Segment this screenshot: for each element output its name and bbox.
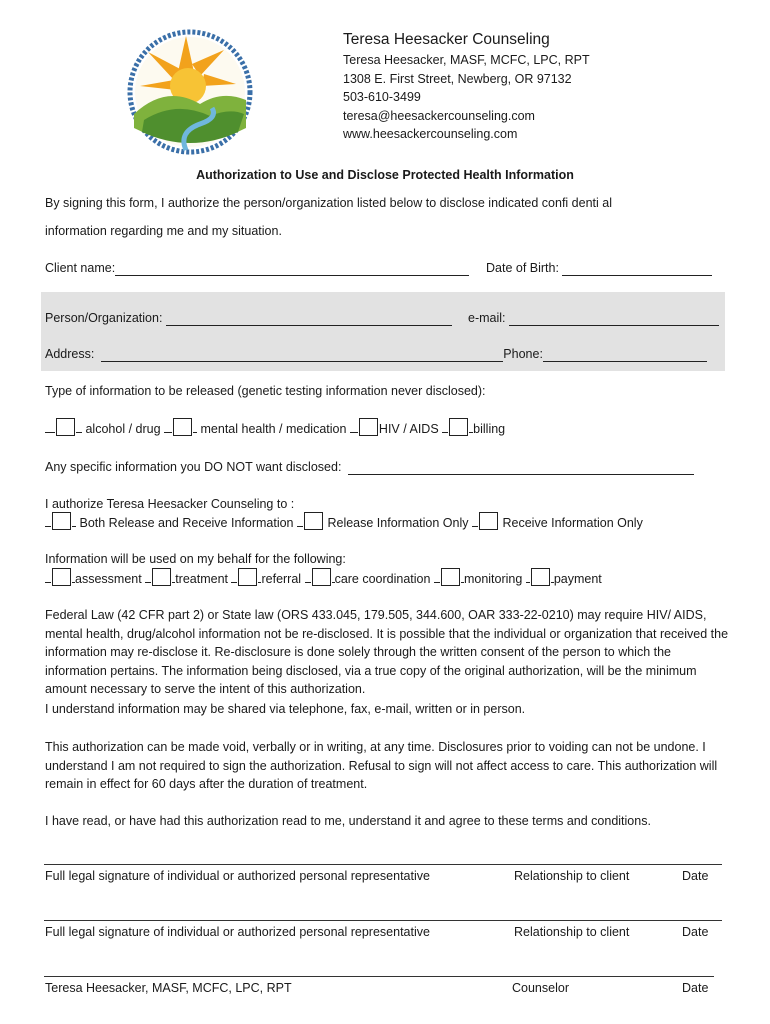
signature-label-1: Full legal signature of individual or authorized personal representative [45, 869, 430, 883]
phone-field[interactable] [543, 347, 707, 362]
practice-phone: 503-610-3499 [343, 90, 421, 105]
practice-email: teresa@heesackercounseling.com [343, 108, 535, 123]
dob-field[interactable] [562, 261, 712, 276]
practice-logo [126, 28, 254, 156]
checkbox-billing[interactable] [449, 418, 468, 436]
checkbox-monitoring[interactable] [441, 568, 460, 586]
form-title: Authorization to Use and Disclose Protected Health Information [196, 168, 574, 182]
checkbox-both-release-receive[interactable] [52, 512, 71, 530]
type-info-label: Type of information to be released (genetic testing information never disclosed): [45, 384, 486, 398]
not-disclosed-field[interactable] [348, 460, 694, 475]
authorize-label: I authorize Teresa Heesacker Counseling to : [45, 497, 295, 511]
client-name-label: Client name: [45, 261, 116, 275]
practice-address: 1308 E. First Street, Newberg, OR 97132 [343, 71, 572, 86]
date-label-3: Date [682, 981, 709, 995]
phone-label: Phone: [503, 347, 543, 361]
option-care-coordination: care coordination [334, 572, 431, 586]
checkbox-alcohol-drug[interactable] [56, 418, 75, 436]
checkbox-mental-health[interactable] [173, 418, 192, 436]
option-both-release-receive: Both Release and Receive Information [79, 516, 294, 530]
option-assessment: assessment [75, 572, 142, 586]
void-paragraph: This authorization can be made void, verbally or in writing, at any time. Disclosures prior to voiding can not be undone. I understand I am not required to sign the authorization. Refusal to sign will not affect access to care. This authorization will remain in effect for 60 days after the duration of treatment. [45, 740, 718, 792]
not-disclosed-label: Any specific information you DO NOT want disclosed: [45, 460, 342, 474]
person-org-field[interactable] [166, 311, 452, 326]
intro-line-1: By signing this form, I authorize the person/organization listed below to disclose indicated confi denti al [45, 196, 612, 210]
practice-website: www.heesackercounseling.com [343, 127, 518, 142]
option-alcohol-drug: alcohol / drug [85, 422, 161, 436]
practice-header [343, 30, 590, 144]
address-field[interactable] [101, 347, 503, 362]
agree-line: I have read, or have had this authorization read to me, understand it and agree to these terms and conditions. [45, 814, 651, 828]
checkbox-referral[interactable] [238, 568, 257, 586]
signature-line-2[interactable] [44, 920, 722, 921]
option-receive-only: Receive Information Only [502, 516, 643, 530]
checkbox-payment[interactable] [531, 568, 550, 586]
checkbox-receive-only[interactable] [479, 512, 498, 530]
option-treatment: treatment [175, 572, 228, 586]
option-mental-health: mental health / medication [200, 422, 347, 436]
counselor-role-label: Counselor [512, 981, 569, 995]
option-referral: referral [261, 572, 302, 586]
checkbox-treatment[interactable] [152, 568, 171, 586]
purpose-label: Information will be used on my behalf for the following: [45, 552, 346, 566]
checkbox-assessment[interactable] [52, 568, 71, 586]
email-label: e-mail: [468, 311, 506, 325]
checkbox-hiv-aids[interactable] [359, 418, 378, 436]
person-org-label: Person/Organization: [45, 311, 163, 325]
signature-label-2: Full legal signature of individual or authorized personal representative [45, 925, 430, 939]
counselor-name-label: Teresa Heesacker, MASF, MCFC, LPC, RPT [45, 981, 292, 995]
checkbox-care-coordination[interactable] [312, 568, 331, 586]
practice-name: Teresa Heesacker Counseling [343, 31, 550, 48]
option-monitoring: monitoring [463, 572, 523, 586]
address-label: Address: [45, 347, 95, 361]
option-billing: billing [473, 422, 506, 436]
legal-paragraph-2: I understand information may be shared via telephone, fax, e-mail, written or in person. [45, 702, 526, 716]
checkbox-release-only[interactable] [304, 512, 323, 530]
intro-line-2: information regarding me and my situation. [45, 224, 282, 238]
option-hiv-aids: HIV / AIDS [378, 422, 439, 436]
dob-label: Date of Birth: [486, 261, 559, 275]
email-field[interactable] [509, 311, 719, 326]
signature-line-3[interactable] [44, 976, 714, 977]
practice-credentials: Teresa Heesacker, MASF, MCFC, LPC, RPT [343, 53, 590, 67]
legal-paragraph: Federal Law (42 CFR part 2) or State law (ORS 433.045, 179.505, 344.600, OAR 333-22-0210) may require HIV/ AIDS, mental health, drug/alcohol information not be re-disclosed. It is possible that the individual or organization that received the information may re-disclose it. Re-disclosure is done solely through the written consent of the person to which the information pertains. The information being disclosed, via a true copy of the original authorization, will be the minimum amount necessary to serve the intent of this authorization. [45, 608, 729, 697]
option-release-only: Release Information Only [327, 516, 469, 530]
date-label-1: Date [682, 869, 709, 883]
relationship-label-1: Relationship to client [514, 869, 630, 883]
client-name-field[interactable] [115, 261, 469, 276]
option-payment: payment [553, 572, 602, 586]
signature-line-1[interactable] [44, 864, 722, 865]
date-label-2: Date [682, 925, 709, 939]
relationship-label-2: Relationship to client [514, 925, 630, 939]
